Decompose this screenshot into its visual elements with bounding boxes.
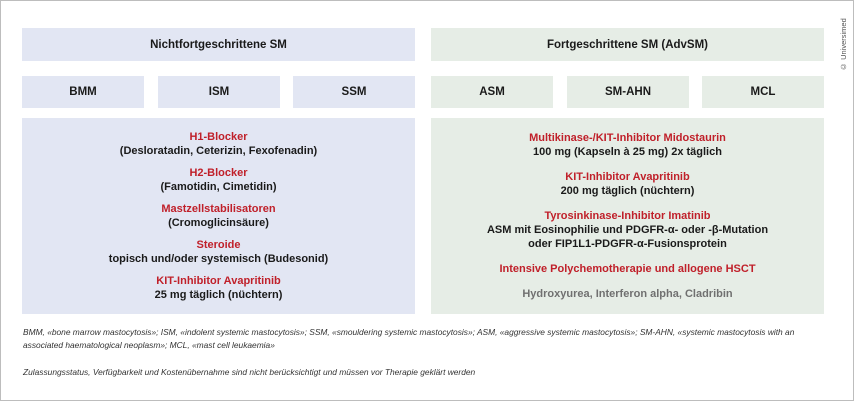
subtype-mcl: MCL [702, 76, 824, 108]
approval-footnote: Zulassungsstatus, Verfügbarkeit und Kostenübernahme sind nicht berücksichtigt und müssen vor Therapie geklärt werden [23, 367, 476, 377]
subtype-ism: ISM [158, 76, 280, 108]
treatment-detail: 100 mg (Kapseln à 25 mg) 2x täglich [533, 146, 722, 158]
treatment-title: Steroide [196, 239, 241, 251]
treatment-detail: (Famotidin, Cimetidin) [160, 181, 277, 193]
treatment-detail: 25 mg täglich (nüchtern) [154, 289, 283, 301]
treatment-other [522, 287, 732, 301]
abbreviations-footnote: BMM, «bone marrow mastocytosis»; ISM, «indolent systemic mastocytosis»; SSM, «smouldering systemic mastocytosis»; ASM, «aggressive systemic mastocytosis»; SM-AHN, «systemic mastocytosis with an associated haematological neoplasm»; MCL, «mast cell leukaemia» [23, 327, 795, 350]
treatment-title: Mastzellstabilisatoren [161, 203, 276, 215]
treatment-detail: topisch und/oder systemisch (Budesonid) [108, 253, 329, 265]
treatment-title: Tyrosinkinase-Inhibitor Imatinib [544, 210, 711, 222]
header-advanced: Fortgeschrittene SM (AdvSM) [431, 28, 824, 61]
subtype-sm-ahn: SM-AHN [567, 76, 689, 108]
treatment-imatinib [487, 209, 768, 251]
treatment-polychemo-hsct [499, 262, 755, 276]
copyright-label: © Universimed [839, 18, 848, 71]
treatment-steroids [109, 238, 328, 266]
treatment-title: Multikinase-/KIT-Inhibitor Midostaurin [529, 132, 726, 144]
treatment-avapritinib-high [561, 170, 695, 198]
treatment-detail: oder FIP1L1-PDGFR-α-Fusionsprotein [528, 238, 727, 250]
subtype-asm: ASM [431, 76, 553, 108]
treatment-detail: (Cromoglicinsäure) [168, 217, 269, 229]
header-non-advanced: Nichtfortgeschrittene SM [22, 28, 415, 61]
panel-non-advanced-treatments [22, 118, 415, 314]
treatment-title: H1-Blocker [189, 131, 248, 143]
treatment-detail: 200 mg täglich (nüchtern) [560, 185, 695, 197]
treatment-detail: ASM mit Eosinophilie und PDGFR-α- oder -β-Mutation [486, 224, 769, 236]
treatment-title: Intensive Polychemotherapie und allogene HSCT [499, 263, 756, 275]
treatment-title: H2-Blocker [189, 167, 248, 179]
subtype-bmm: BMM [22, 76, 144, 108]
treatment-midostaurin [529, 131, 726, 159]
treatment-other-text: Hydroxyurea, Interferon alpha, Cladribin [522, 288, 733, 300]
treatment-h2-blocker [160, 166, 276, 194]
subtype-ssm: SSM [293, 76, 415, 108]
treatment-title: KIT-Inhibitor Avapritinib [565, 171, 690, 183]
treatment-detail: (Desloratadin, Ceterizin, Fexofenadin) [119, 145, 318, 157]
treatment-avapritinib-low [155, 274, 283, 302]
treatment-mast-cell-stabilizers [161, 202, 275, 230]
treatment-title: KIT-Inhibitor Avapritinib [156, 275, 281, 287]
treatment-h1-blocker [120, 130, 317, 158]
panel-advanced-treatments [431, 118, 824, 314]
